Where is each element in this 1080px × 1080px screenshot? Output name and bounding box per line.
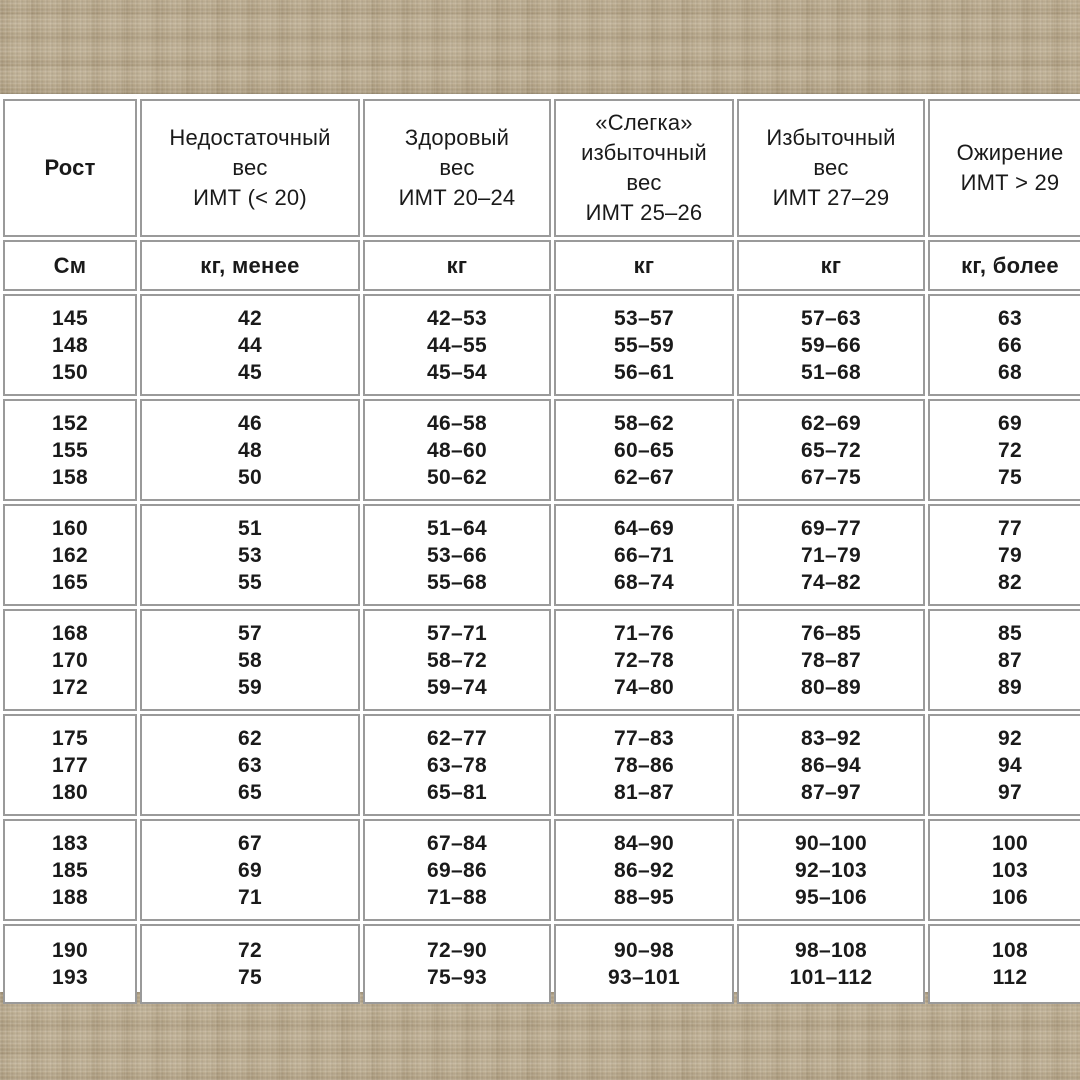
table-value: 59 [238, 675, 262, 699]
table-value: 60–65 [614, 438, 674, 462]
table-value: 62–69 [801, 411, 861, 435]
table-value: 180 [52, 780, 88, 804]
table-value: 74–82 [801, 570, 861, 594]
table-value: 101–112 [789, 966, 873, 989]
table-value: 83–92 [801, 726, 861, 750]
header-line: Ожирение [956, 140, 1064, 165]
obesity-cell [928, 609, 1080, 711]
underweight-cell [140, 294, 360, 396]
table-value: 94 [998, 753, 1022, 777]
table-value: 170 [52, 648, 88, 672]
table-value: 87–97 [801, 780, 861, 804]
header-line: ИМТ 25–26 [585, 200, 703, 225]
header-line: Недостаточный [169, 125, 331, 150]
table-value: 55–68 [427, 570, 487, 594]
height-cell [3, 924, 137, 1004]
table-value: 82 [998, 570, 1022, 594]
height-cell [3, 294, 137, 396]
table-value: 193 [52, 966, 88, 989]
header-line: Избыточный [766, 125, 896, 150]
table-value: 80–89 [801, 675, 861, 699]
header-height [3, 99, 137, 237]
table-value: 55 [238, 570, 262, 594]
bmi-weight-table-sheet [0, 94, 1080, 992]
table-value: 66 [998, 333, 1022, 357]
table-value: 71–76 [614, 621, 674, 645]
table-value: 175 [52, 726, 88, 750]
table-value: 58–72 [427, 648, 487, 672]
table-value: 92 [998, 726, 1022, 750]
table-value: 55–59 [614, 333, 674, 357]
table-value: 85 [998, 621, 1022, 645]
height-cell [3, 504, 137, 606]
table-value: 76–85 [801, 621, 861, 645]
table-value: 92–103 [795, 858, 867, 882]
table-value: 68 [998, 360, 1022, 384]
table-value: 183 [52, 831, 88, 855]
table-value: 57 [238, 621, 262, 645]
table-value: 155 [52, 438, 88, 462]
header-slightly-overweight [554, 99, 734, 237]
table-value: 71 [238, 885, 262, 909]
obesity-cell [928, 294, 1080, 396]
table-value: 59–66 [801, 333, 861, 357]
table-value: 72–90 [427, 939, 487, 962]
table-value: 165 [52, 570, 88, 594]
table-value: 98–108 [795, 939, 867, 962]
table-value: 63 [238, 753, 262, 777]
table-value: 88–95 [614, 885, 674, 909]
table-value: 152 [52, 411, 88, 435]
table-value: 65 [238, 780, 262, 804]
table-value: 79 [998, 543, 1022, 567]
underweight-cell [140, 924, 360, 1004]
healthy-cell [363, 294, 551, 396]
table-value: 188 [52, 885, 88, 909]
table-value: 74–80 [614, 675, 674, 699]
unit-overweight: кг [737, 240, 925, 291]
unit-healthy: кг [363, 240, 551, 291]
table-value: 59–74 [427, 675, 487, 699]
underweight-cell [140, 714, 360, 816]
overweight-cell [737, 819, 925, 921]
table-value: 78–87 [801, 648, 861, 672]
table-value: 50 [238, 465, 262, 489]
table-value: 75 [238, 966, 262, 989]
underweight-cell [140, 609, 360, 711]
table-value: 160 [52, 516, 88, 540]
table-value: 66–71 [614, 543, 674, 567]
slightly-overweight-cell [554, 609, 734, 711]
table-value: 72 [998, 438, 1022, 462]
table-value: 57–71 [427, 621, 487, 645]
table-value: 100 [992, 831, 1028, 855]
table-value: 51–68 [801, 360, 861, 384]
table-value: 53 [238, 543, 262, 567]
table-value: 58 [238, 648, 262, 672]
table-value: 162 [52, 543, 88, 567]
unit-slightly-overweight: кг [554, 240, 734, 291]
table-value: 42–53 [427, 306, 487, 330]
overweight-cell [737, 504, 925, 606]
table-value: 97 [998, 780, 1022, 804]
table-value: 145 [52, 306, 88, 330]
table-value: 87 [998, 648, 1022, 672]
table-value: 53–66 [427, 543, 487, 567]
overweight-cell [737, 609, 925, 711]
overweight-cell [737, 714, 925, 816]
obesity-cell [928, 399, 1080, 501]
healthy-cell [363, 504, 551, 606]
table-value: 89 [998, 675, 1022, 699]
healthy-cell [363, 819, 551, 921]
header-obesity [928, 99, 1080, 237]
table-value: 72 [238, 939, 262, 962]
table-value: 44–55 [427, 333, 487, 357]
underweight-cell [140, 399, 360, 501]
table-value: 95–106 [795, 885, 867, 909]
table-value: 45 [238, 360, 262, 384]
table-value: 69 [998, 411, 1022, 435]
healthy-cell [363, 714, 551, 816]
table-value: 56–61 [614, 360, 674, 384]
table-value: 48 [238, 438, 262, 462]
underweight-cell [140, 819, 360, 921]
table-value: 78–86 [614, 753, 674, 777]
header-underweight [140, 99, 360, 237]
table-value: 71–88 [427, 885, 487, 909]
table-value: 86–94 [801, 753, 861, 777]
slightly-overweight-cell [554, 294, 734, 396]
slightly-overweight-cell [554, 819, 734, 921]
table-value: 67–84 [427, 831, 487, 855]
table-value: 67–75 [801, 465, 861, 489]
table-value: 69 [238, 858, 262, 882]
header-line: ИМТ 20–24 [398, 185, 516, 210]
healthy-cell [363, 399, 551, 501]
table-value: 67 [238, 831, 262, 855]
table-value: 190 [52, 939, 88, 962]
bmi-weight-table [3, 99, 1077, 987]
table-value: 93–101 [608, 966, 680, 989]
table-value: 75 [998, 465, 1022, 489]
table-value: 86–92 [614, 858, 674, 882]
unit-underweight: кг, менее [140, 240, 360, 291]
table-value: 158 [52, 465, 88, 489]
table-value: 185 [52, 858, 88, 882]
height-cell [3, 609, 137, 711]
overweight-cell [737, 924, 925, 1004]
header-line: вес [439, 155, 475, 180]
table-value: 64–69 [614, 516, 674, 540]
obesity-cell [928, 819, 1080, 921]
table-value: 65–72 [801, 438, 861, 462]
table-value: 45–54 [427, 360, 487, 384]
header-line: ИМТ 27–29 [772, 185, 890, 210]
header-line: вес [232, 155, 268, 180]
table-value: 103 [992, 858, 1028, 882]
unit-height: См [3, 240, 137, 291]
table-value: 81–87 [614, 780, 674, 804]
table-value: 53–57 [614, 306, 674, 330]
table-value: 168 [52, 621, 88, 645]
slightly-overweight-cell [554, 714, 734, 816]
header-overweight [737, 99, 925, 237]
table-value: 71–79 [801, 543, 861, 567]
header-line: «Слегка» [595, 110, 693, 135]
table-value: 69–77 [801, 516, 861, 540]
table-value: 177 [52, 753, 88, 777]
table-value: 90–98 [614, 939, 674, 962]
table-value: 62–67 [614, 465, 674, 489]
height-cell [3, 399, 137, 501]
obesity-cell [928, 504, 1080, 606]
obesity-cell [928, 714, 1080, 816]
overweight-cell [737, 294, 925, 396]
overweight-cell [737, 399, 925, 501]
table-value: 63–78 [427, 753, 487, 777]
slightly-overweight-cell [554, 924, 734, 1004]
table-value: 75–93 [427, 966, 487, 989]
header-healthy [363, 99, 551, 237]
table-value: 77–83 [614, 726, 674, 750]
table-value: 42 [238, 306, 262, 330]
unit-obesity: кг, более [928, 240, 1080, 291]
table-value: 51 [238, 516, 262, 540]
table-value: 172 [52, 675, 88, 699]
underweight-cell [140, 504, 360, 606]
table-value: 46 [238, 411, 262, 435]
table-value: 44 [238, 333, 262, 357]
table-value: 58–62 [614, 411, 674, 435]
table-value: 150 [52, 360, 88, 384]
obesity-cell [928, 924, 1080, 1004]
header-line: Здоровый [404, 125, 510, 150]
table-value: 148 [52, 333, 88, 357]
header-line: вес [813, 155, 849, 180]
table-value: 108 [992, 939, 1028, 962]
table-value: 57–63 [801, 306, 861, 330]
table-value: 48–60 [427, 438, 487, 462]
healthy-cell [363, 924, 551, 1004]
table-value: 77 [998, 516, 1022, 540]
header-line: вес [626, 170, 662, 195]
table-value: 62–77 [427, 726, 487, 750]
table-value: 50–62 [427, 465, 487, 489]
header-line: ИМТ > 29 [960, 170, 1060, 195]
slightly-overweight-cell [554, 504, 734, 606]
table-value: 112 [992, 966, 1028, 989]
height-cell [3, 714, 137, 816]
table-value: 65–81 [427, 780, 487, 804]
table-value: 51–64 [427, 516, 487, 540]
table-value: 46–58 [427, 411, 487, 435]
header-line: избыточный [581, 140, 707, 165]
table-value: 72–78 [614, 648, 674, 672]
header-line: ИМТ (< 20) [193, 185, 307, 210]
table-value: 90–100 [795, 831, 867, 855]
slightly-overweight-cell [554, 399, 734, 501]
table-value: 62 [238, 726, 262, 750]
header-line: Рост [44, 155, 96, 180]
table-value: 84–90 [614, 831, 674, 855]
table-value: 63 [998, 306, 1022, 330]
table-value: 106 [992, 885, 1028, 909]
height-cell [3, 819, 137, 921]
table-value: 68–74 [614, 570, 674, 594]
table-value: 69–86 [427, 858, 487, 882]
healthy-cell [363, 609, 551, 711]
